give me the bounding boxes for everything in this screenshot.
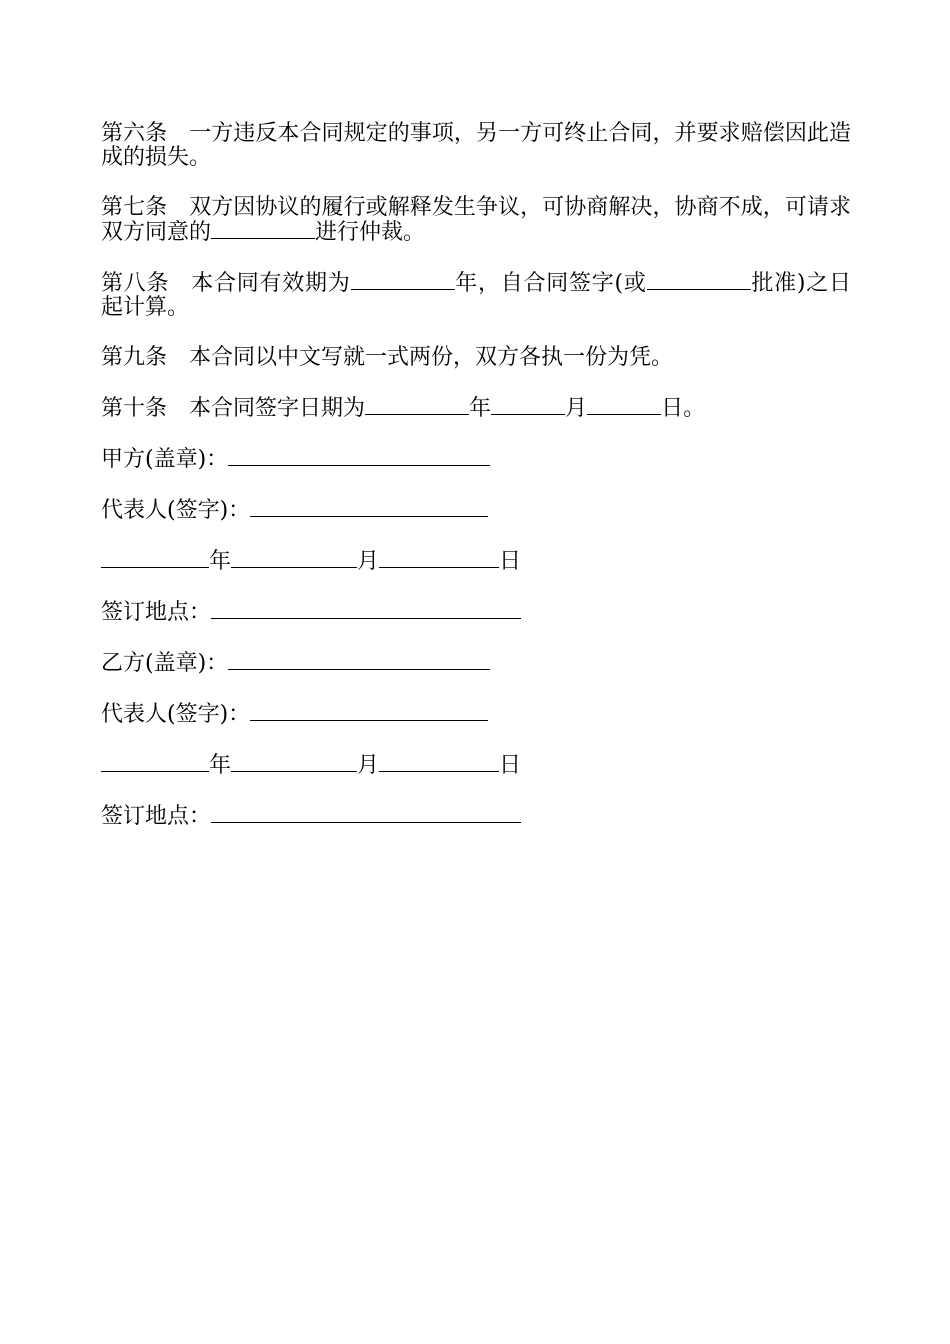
sign-day-blank[interactable] [587, 396, 661, 415]
clause-7-text-b: 进行仲裁。 [315, 220, 426, 245]
party-b-date-line [101, 753, 851, 778]
party-b-seal-blank[interactable] [228, 651, 490, 670]
party-b-place-blank[interactable] [211, 804, 521, 823]
party-b-rep-blank[interactable] [250, 702, 488, 721]
party-b-seal-label: 乙方(盖章)： [101, 651, 229, 676]
clause-10-day: 日。 [661, 396, 706, 421]
party-a-day-label: 日 [499, 549, 522, 574]
validity-years-blank[interactable] [351, 271, 455, 290]
sign-month-blank[interactable] [491, 396, 565, 415]
clause-10-year: 年 [469, 396, 492, 421]
clause-8-text-b: 年，自合同签字(或 [454, 271, 647, 296]
clause-10-text-a: 本合同签字日期为 [189, 396, 366, 421]
party-a-seal-label: 甲方(盖章)： [101, 447, 229, 472]
clause-8-head: 第八条 [101, 271, 170, 296]
clause-9 [101, 346, 851, 370]
party-a-place-blank[interactable] [211, 600, 521, 619]
clause-9-text: 本合同以中文写就一式两份，双方各执一份为凭。 [189, 345, 674, 370]
clause-6-head: 第六条 [101, 121, 168, 146]
party-a-date-line [101, 549, 851, 574]
party-a-seal-blank[interactable] [228, 447, 490, 466]
party-b-month-label: 月 [357, 753, 380, 778]
clause-10-head: 第十条 [101, 396, 168, 421]
arbitration-body-blank[interactable] [211, 220, 315, 239]
clause-10-month: 月 [565, 396, 588, 421]
party-a-year-blank[interactable] [101, 549, 209, 568]
party-a-seal-line [101, 447, 851, 472]
party-b-rep-label: 代表人(签字)： [101, 702, 251, 727]
party-b-day-blank[interactable] [379, 753, 499, 772]
sign-year-blank[interactable] [365, 396, 469, 415]
party-a-day-blank[interactable] [379, 549, 499, 568]
party-b-seal-line [101, 651, 851, 676]
clause-7-text-a: 双方因协议的履行或解释发生争议，可协商解决，协商不成，可请求双方同意的 [101, 195, 851, 245]
party-a-year-label: 年 [209, 549, 232, 574]
clause-9-head: 第九条 [101, 345, 168, 370]
party-b-rep-line [101, 702, 851, 727]
approval-authority-blank[interactable] [647, 271, 751, 290]
clause-10 [101, 396, 851, 421]
clause-6-text: 一方违反本合同规定的事项，另一方可终止合同，并要求赔偿因此造成的损失。 [101, 121, 851, 170]
party-b-place-label: 签订地点： [101, 804, 212, 829]
contract-page [101, 122, 851, 855]
party-a-place-label: 签订地点： [101, 600, 212, 625]
party-a-rep-line [101, 498, 851, 523]
party-b-place-line [101, 804, 851, 829]
party-b-month-blank[interactable] [231, 753, 357, 772]
party-b-year-label: 年 [209, 753, 232, 778]
clause-7 [101, 196, 851, 245]
clause-8 [101, 271, 851, 320]
party-a-rep-blank[interactable] [250, 498, 488, 517]
party-a-place-line [101, 600, 851, 625]
party-b-year-blank[interactable] [101, 753, 209, 772]
party-a-rep-label: 代表人(签字)： [101, 498, 251, 523]
clause-8-text-c: 批准)之日起计算。 [101, 271, 851, 320]
clause-8-text-a: 本合同有效期为 [191, 271, 351, 296]
party-a-month-blank[interactable] [231, 549, 357, 568]
clause-7-head: 第七条 [101, 195, 168, 220]
clause-6 [101, 122, 851, 170]
party-b-day-label: 日 [499, 753, 522, 778]
party-a-month-label: 月 [357, 549, 380, 574]
